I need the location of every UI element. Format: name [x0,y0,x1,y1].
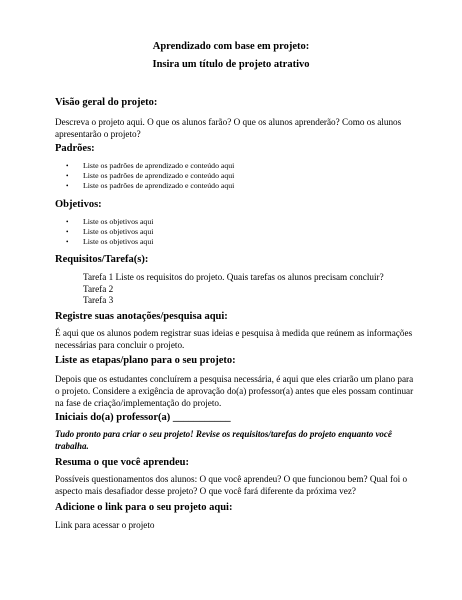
objective-item-text: Liste os objetivos aqui [83,217,154,226]
list-item [66,227,153,237]
steps-text: Depois que os estudantes concluírem a pesquisa necessária, é aqui que eles criarão um plano para o projeto. Considere a exigência de aprovação do(a) professor(a) antes que eles possam continuar na fase de criação/implementação do projeto. [55,374,414,408]
task-item: Tarefa 1 Liste os requisitos do projeto. Quais tarefas os alunos precisam concluir? [83,272,384,282]
list-item [66,181,234,191]
summary-heading: Resuma o que você aprendeu: [55,457,189,468]
overview-text: Descreva o projeto aqui. O que os alunos farão? O que os alunos aprenderão? Como os alunos apresentarão o projeto? [55,117,402,139]
task-item: Tarefa 3 [83,295,114,305]
objectives-list [66,217,153,248]
list-item [66,237,153,247]
ready-note: Tudo pronto para criar o seu projeto! Revise os requisitos/tarefas do projeto enquanto você trabalha. [55,429,392,451]
bullet-icon: • [66,228,69,237]
standards-heading: Padrões: [55,143,95,154]
standard-item-text: Liste os padrões de aprendizado e conteúdo aqui [83,171,235,181]
notes-text: É aqui que os alunos podem registrar suas ideias e pesquisa à medida que reúnem as informações necessárias para concluir o projeto. [55,328,413,350]
objective-item-text: Liste os objetivos aqui [83,227,154,237]
project-title-placeholder: Insira um título de projeto atrativo [152,59,310,70]
bullet-icon: • [66,172,69,181]
standard-item-text: Liste os padrões de aprendizado e conteúdo aqui [83,161,235,170]
steps-heading: Liste as etapas/plano para o seu projeto: [55,355,236,366]
standard-item-text: Liste os padrões de aprendizado e conteúdo aqui [83,181,235,191]
objectives-heading: Objetivos: [55,199,102,210]
teacher-initials-heading: Iniciais do(a) professor(a) ___________ [55,412,231,423]
task-item: Tarefa 2 [83,284,114,294]
notes-heading: Registre suas anotações/pesquisa aqui: [55,311,228,322]
standards-list [66,161,234,192]
list-item [66,217,153,227]
objective-item-text: Liste os objetivos aqui [83,237,154,247]
bullet-icon: • [66,162,69,170]
list-item [66,161,234,171]
list-item [66,171,234,181]
document-title: Aprendizado com base em projeto: [152,41,310,52]
project-link-text: Link para acessar o projeto [55,520,155,530]
requirements-heading: Requisitos/Tarefa(s): [55,254,149,265]
bullet-icon: • [66,238,69,247]
bullet-icon: • [66,218,69,226]
summary-text: Possíveis questionamentos dos alunos: O que você aprendeu? O que funcionou bem? Qual foi o aspecto mais desafiador desse projeto? O que você fará diferente da próxima vez? [55,474,408,496]
link-heading: Adicione o link para o seu projeto aqui: [55,502,233,513]
bullet-icon: • [66,182,69,191]
overview-heading: Visão geral do projeto: [55,97,158,108]
